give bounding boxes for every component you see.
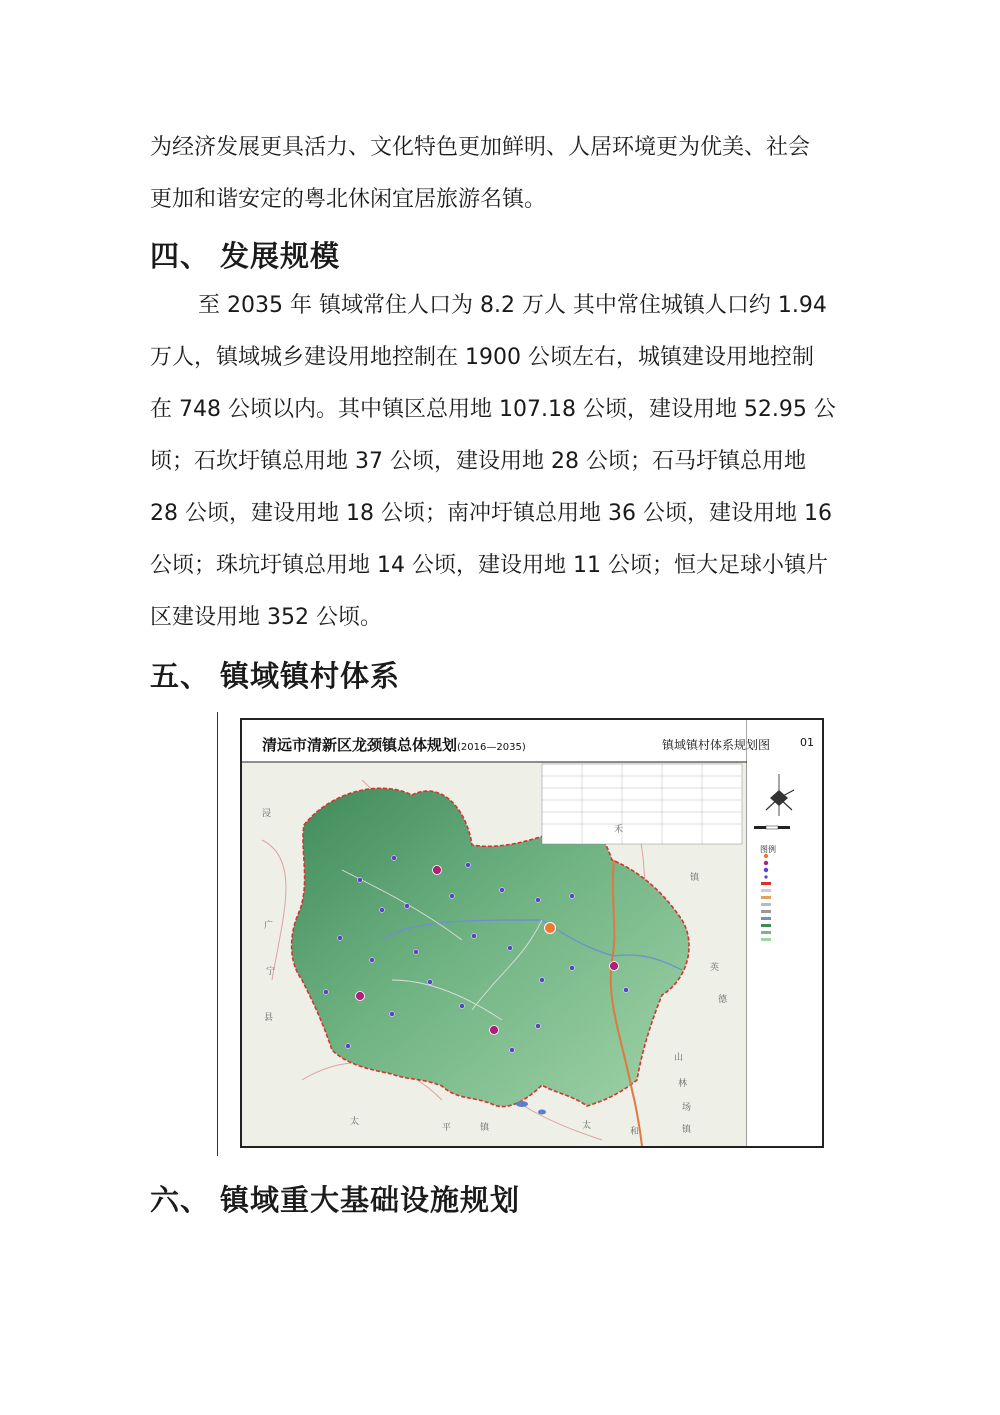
section-4-line-2: 万人，镇域城乡建设用地控制在 1900 公顷左右，城镇建设用地控制	[150, 345, 814, 370]
neighbor-label: 禾	[614, 825, 624, 835]
intro-line-2: 更加和谐安定的粤北休闲宜居旅游名镇。	[150, 187, 547, 212]
neighbor-label: 县	[264, 1013, 274, 1023]
neighbor-label: 广	[264, 921, 274, 931]
section-6-heading	[150, 1178, 520, 1219]
map-title-years: (2016—2035)	[457, 742, 526, 753]
section-4-line-1: 至 2035 年 镇域常住人口为 8.2 万人 其中常住城镇人口约 1.94	[198, 293, 827, 318]
legend-title: 图例	[760, 845, 776, 854]
neighbor-label: 德	[718, 995, 728, 1005]
neighbor-label: 和	[630, 1127, 640, 1137]
section-5-heading	[150, 654, 400, 695]
neighbor-label: 镇	[480, 1123, 490, 1133]
map-subtitle: 镇域镇村体系规划图	[662, 738, 771, 752]
neighbor-label: 太	[582, 1121, 592, 1131]
section-4-line-6: 公顷；珠坑圩镇总用地 14 公顷，建设用地 11 公顷；恒大足球小镇片	[150, 553, 828, 578]
section-4-line-3: 在 748 公顷以内。其中镇区总用地 107.18 公顷，建设用地 52.95 公	[150, 397, 836, 422]
neighbor-label: 山	[674, 1053, 684, 1063]
section-4-heading	[150, 234, 340, 275]
neighbor-label: 林	[678, 1079, 688, 1089]
section-4-line-7: 区建设用地 352 公顷。	[150, 605, 382, 630]
neighbor-label: 浸	[262, 809, 272, 819]
scale-bar	[754, 826, 790, 829]
reservoir-small	[538, 1110, 546, 1115]
section-4-line-4: 顷；石坎圩镇总用地 37 公顷，建设用地 28 公顷；石马圩镇总用地	[150, 449, 806, 474]
neighbor-label: 镇	[682, 1125, 692, 1135]
neighbor-label: 英	[710, 963, 720, 973]
town-center-marker	[545, 923, 556, 934]
map-number: 01	[800, 736, 814, 749]
map-title-text: 清远市清新区龙颈镇总体规划	[262, 736, 458, 754]
neighbor-label: 宁	[266, 967, 276, 977]
section-5-title: 镇域镇村体系	[220, 659, 401, 693]
neighbor-label: 平	[442, 1123, 452, 1133]
section-6-number: 六、	[150, 1183, 211, 1217]
legend-panel	[747, 720, 822, 1146]
section-4-title: 发展规模	[220, 239, 341, 273]
map-title	[262, 734, 526, 755]
map-graphic	[242, 720, 822, 1146]
neighbor-label: 太	[350, 1117, 360, 1127]
intro-line-1: 为经济发展更具活力、文化特色更加鲜明、人居环境更为优美、社会	[150, 135, 811, 160]
reservoir	[516, 1101, 528, 1107]
section-5-number: 五、	[150, 659, 211, 693]
town-village-system-map	[240, 718, 824, 1148]
section-6-title: 镇域重大基础设施规划	[220, 1183, 521, 1217]
neighbor-label: 场	[682, 1103, 692, 1113]
neighbor-label: 镇	[690, 873, 700, 883]
section-4-line-5: 28 公顷，建设用地 18 公顷；南冲圩镇总用地 36 公顷，建设用地 16	[150, 501, 832, 526]
section-4-number: 四、	[150, 239, 211, 273]
